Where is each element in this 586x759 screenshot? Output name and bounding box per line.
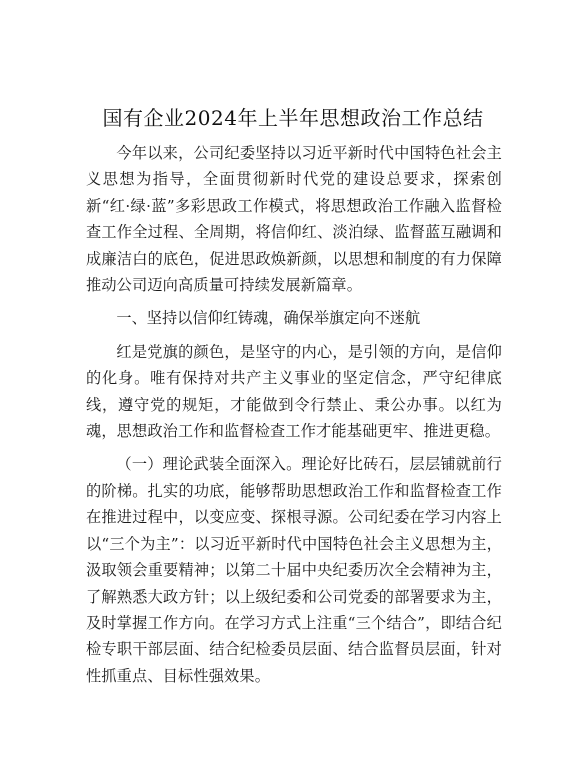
document-title: 国有企业2024年上半年思想政治工作总结 [102, 106, 484, 130]
document-body [86, 140, 502, 689]
paragraph-gap [86, 444, 502, 451]
section-heading: 一、坚持以信仰红铸魂，确保举旗定向不迷航 [116, 309, 421, 328]
intro-paragraph: 今年以来，公司纪委坚持以习近平新时代中国特色社会主义思想为指导，全面贯彻新时代党的建设总要求，探索创新“红·绿·蓝”多彩思政工作模式，将思想政治工作融入监督检查工作全过程、全周期，将信仰红、淡泊绿、监督蓝互融调和成廉洁白的底色，促进思政焕新颜，以思想和制度的有力保障推动公司迈向高质量可持续发展新篇章。 [86, 144, 502, 295]
subsection-paragraph: （一）理论武装全面深入。理论好比砖石，层层铺就前行的阶梯。扎实的功底，能够帮助思想政治工作和监督检查工作在推进过程中，以变应变、探根寻源。公司纪委在学习内容上以“三个为主”：以习近平新时代中国特色社会主义思想为主，汲取领会重要精神；以第二十届中央纪委历次全会精神为主，了解熟悉大政方针；以上级纪委和公司党委的部署要求为主，及时掌握工作方向。在学习方式上注重“三个结合”，即结合纪检专职干部层面、结合纪检委员层面、结合监督员层面，针对性抓重点、目标性强效果。 [86, 455, 502, 685]
section-paragraph: 红是党旗的颜色，是坚守的内心，是引领的方向，是信仰的化身。唯有保持对共产主义事业的坚定信念，严守纪律底线，遵守党的规矩，才能做到令行禁止、秉公办事。以红为魂，思想政治工作和监督检查工作才能基础更牢、推进更稳。 [86, 342, 502, 441]
